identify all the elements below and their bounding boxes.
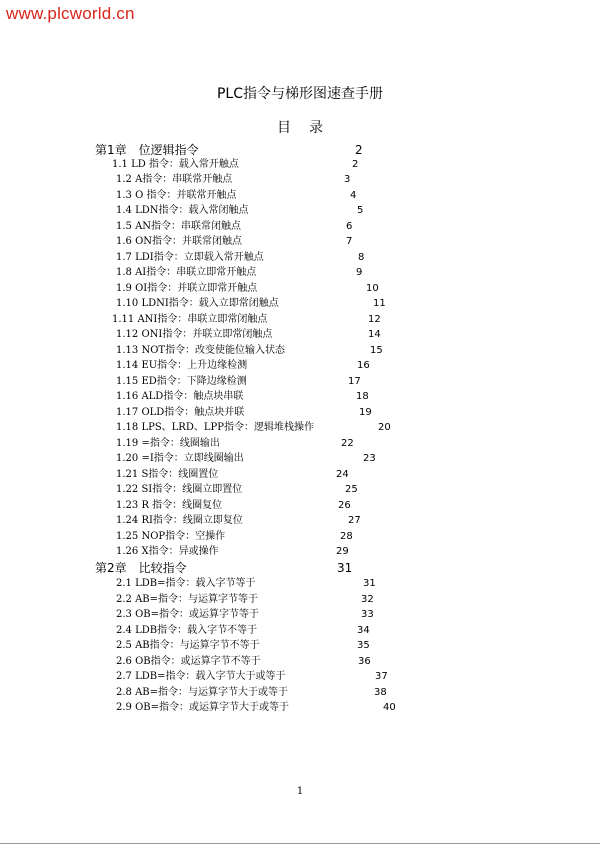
toc-entry[interactable]	[0, 700, 600, 715]
toc-entry-page: 22	[341, 438, 354, 449]
toc-entry-title: 第2章 比较指令	[95, 561, 187, 575]
toc-entry-page: 35	[357, 640, 370, 651]
toc-entry[interactable]	[0, 529, 600, 544]
toc-entry-title: 1.20 =I指令：立即线圈输出	[116, 453, 244, 464]
toc-entry[interactable]	[0, 343, 600, 358]
toc-entry-title: 2.7 LDB=指令：载入字节大于或等于	[116, 671, 286, 682]
toc-entry-page: 16	[357, 360, 370, 371]
toc-entry[interactable]	[0, 451, 600, 466]
toc-entry[interactable]	[0, 250, 600, 265]
toc-entry-title: 1.6 ON指令：并联常闭触点	[116, 236, 243, 247]
toc-entry-title: 1.13 NOT指令：改变使能位输入状态	[116, 345, 286, 356]
toc-entry[interactable]	[0, 389, 600, 404]
toc-entry-page: 31	[363, 578, 376, 589]
toc-entry-page: 34	[357, 625, 370, 636]
toc-entry-title: 1.12 ONI指令：并联立即常闭触点	[116, 329, 273, 340]
toc-entry-title: 2.4 LDB指令：载入字节不等于	[116, 625, 258, 636]
toc-entry-page: 25	[345, 484, 358, 495]
toc-entry-title: 1.21 S指令：线圈置位	[116, 469, 219, 480]
toc-entry-page: 3	[344, 174, 351, 185]
toc-heading: 目录	[277, 120, 341, 136]
toc-entry[interactable]	[0, 172, 600, 187]
toc-entry-page: 19	[359, 407, 372, 418]
toc-entry-page: 8	[358, 252, 365, 263]
toc-entry-title: 1.11 ANI指令：串联立即常闭触点	[112, 314, 268, 325]
toc-entry-title: 2.3 OB=指令：或运算字节等于	[116, 609, 260, 620]
toc-entry-page: 15	[370, 345, 383, 356]
bottom-divider	[0, 843, 600, 844]
toc-entry-title: 1.2 A指令：串联常开触点	[116, 174, 233, 185]
toc-entry-title: 1.5 AN指令：串联常闭触点	[116, 221, 242, 232]
toc-entry[interactable]	[0, 358, 600, 373]
toc-entry[interactable]	[0, 544, 600, 559]
toc-entry[interactable]	[0, 374, 600, 389]
toc-entry-page: 4	[350, 190, 357, 201]
toc-entry[interactable]	[0, 685, 600, 700]
toc-entry-page: 17	[348, 376, 361, 387]
toc-entry-page: 5	[357, 205, 364, 216]
toc-entry-title: 1.25 NOP指令：空操作	[116, 531, 226, 542]
toc-entry-title: 1.19 =指令：线圈输出	[116, 438, 220, 449]
toc-entry-title: 2.8 AB=指令：与运算字节大于或等于	[116, 687, 289, 698]
toc-entry-title: 1.26 X指令：异或操作	[116, 546, 219, 557]
toc-entry-title: 第1章 位逻辑指令	[95, 143, 199, 157]
toc-entry[interactable]	[0, 482, 600, 497]
toc-entry-page: 14	[368, 329, 381, 340]
toc-entry[interactable]	[0, 467, 600, 482]
toc-entry[interactable]	[0, 296, 600, 311]
toc-entry-page: 9	[356, 267, 363, 278]
toc-entry-page: 2	[352, 159, 359, 170]
toc-entry-title: 1.16 ALD指令：触点块串联	[116, 391, 244, 402]
toc-entry[interactable]	[0, 219, 600, 234]
toc-entry-title: 1.10 LDNI指令：载入立即常闭触点	[116, 298, 279, 309]
toc-entry-title: 1.22 SI指令：线圈立即置位	[116, 484, 243, 495]
toc-entry-page: 32	[361, 594, 374, 605]
toc-entry-page: 26	[338, 500, 351, 511]
toc-entry-page: 10	[366, 283, 379, 294]
toc-entry-page: 37	[375, 671, 388, 682]
toc-entry-page: 23	[363, 453, 376, 464]
toc-entry[interactable]	[0, 234, 600, 249]
toc-entry[interactable]	[0, 513, 600, 528]
toc-entry[interactable]	[0, 498, 600, 513]
toc-entry[interactable]	[0, 312, 600, 327]
toc-entry-page: 20	[378, 422, 391, 433]
toc-entry[interactable]	[0, 607, 600, 622]
toc-entry-page: 28	[340, 531, 353, 542]
toc-entry-page: 7	[346, 236, 353, 247]
toc-entry[interactable]	[0, 157, 600, 172]
toc-entry-title: 1.4 LDN指令：载入常闭触点	[116, 205, 249, 216]
toc-entry-page: 12	[368, 314, 381, 325]
toc-entry-title: 1.18 LPS、LRD、LPP指令：逻辑堆栈操作	[116, 422, 314, 433]
toc-entry-title: 1.3 O 指令：并联常开触点	[116, 190, 237, 201]
toc-entry[interactable]	[0, 281, 600, 296]
toc-entry-title: 1.24 RI指令：线圈立即复位	[116, 515, 243, 526]
toc-entry[interactable]	[0, 420, 600, 435]
toc-entry[interactable]	[0, 669, 600, 684]
toc-entry-title: 1.23 R 指令：线圈复位	[116, 500, 223, 511]
toc-entry-title: 1.7 LDI指令：立即载入常开触点	[116, 252, 264, 263]
toc-entry-title: 2.5 AB指令：与运算字节不等于	[116, 640, 260, 651]
toc-entry-page: 27	[348, 515, 361, 526]
toc-entry[interactable]	[0, 436, 600, 451]
toc-entry-title: 1.14 EU指令：上升边缘检测	[116, 360, 248, 371]
site-logo[interactable]: www.plcworld.cn	[6, 4, 135, 23]
toc-entry-page: 31	[337, 561, 353, 575]
toc-entry-page: 38	[374, 687, 387, 698]
toc-entry-page: 24	[336, 469, 349, 480]
toc-entry-page: 2	[355, 143, 363, 157]
toc-entry-page: 18	[356, 391, 369, 402]
toc-entry[interactable]	[0, 623, 600, 638]
toc-entry-title: 2.1 LDB=指令：载入字节等于	[116, 578, 256, 589]
toc-entry[interactable]	[0, 638, 600, 653]
toc-entry-title: 1.15 ED指令：下降边缘检测	[116, 376, 247, 387]
toc-entry[interactable]	[0, 265, 600, 280]
toc-entry-page: 11	[373, 298, 386, 309]
toc-entry-title: 1.1 LD 指令：载入常开触点	[112, 159, 239, 170]
toc-entry-page: 6	[346, 221, 353, 232]
toc-entry[interactable]	[0, 203, 600, 218]
toc-entry[interactable]	[0, 188, 600, 203]
toc-entry-page: 36	[358, 656, 371, 667]
toc-entry[interactable]	[0, 592, 600, 607]
toc-chapter[interactable]	[0, 561, 600, 576]
toc-entry[interactable]	[0, 576, 600, 591]
toc-entry[interactable]	[0, 654, 600, 669]
toc-entry-title: 2.2 AB=指令：与运算字节等于	[116, 594, 259, 605]
toc-entry-page: 33	[361, 609, 374, 620]
toc-chapter[interactable]	[0, 143, 600, 158]
document-title: PLC指令与梯形图速查手册	[216, 86, 384, 102]
toc-entry-page: 40	[383, 702, 396, 713]
toc-entry-title: 1.9 OI指令：并联立即常开触点	[116, 283, 258, 294]
toc-entry-title: 2.6 OB指令：或运算字节不等于	[116, 656, 261, 667]
page-number: 1	[296, 786, 304, 797]
toc-entry[interactable]	[0, 405, 600, 420]
toc-entry-title: 1.8 AI指令：串联立即常开触点	[116, 267, 257, 278]
toc-entry-title: 1.17 OLD指令：触点块并联	[116, 407, 245, 418]
toc-entry[interactable]	[0, 327, 600, 342]
toc-entry-page: 29	[336, 546, 349, 557]
toc-entry-title: 2.9 OB=指令：或运算字节大于或等于	[116, 702, 290, 713]
